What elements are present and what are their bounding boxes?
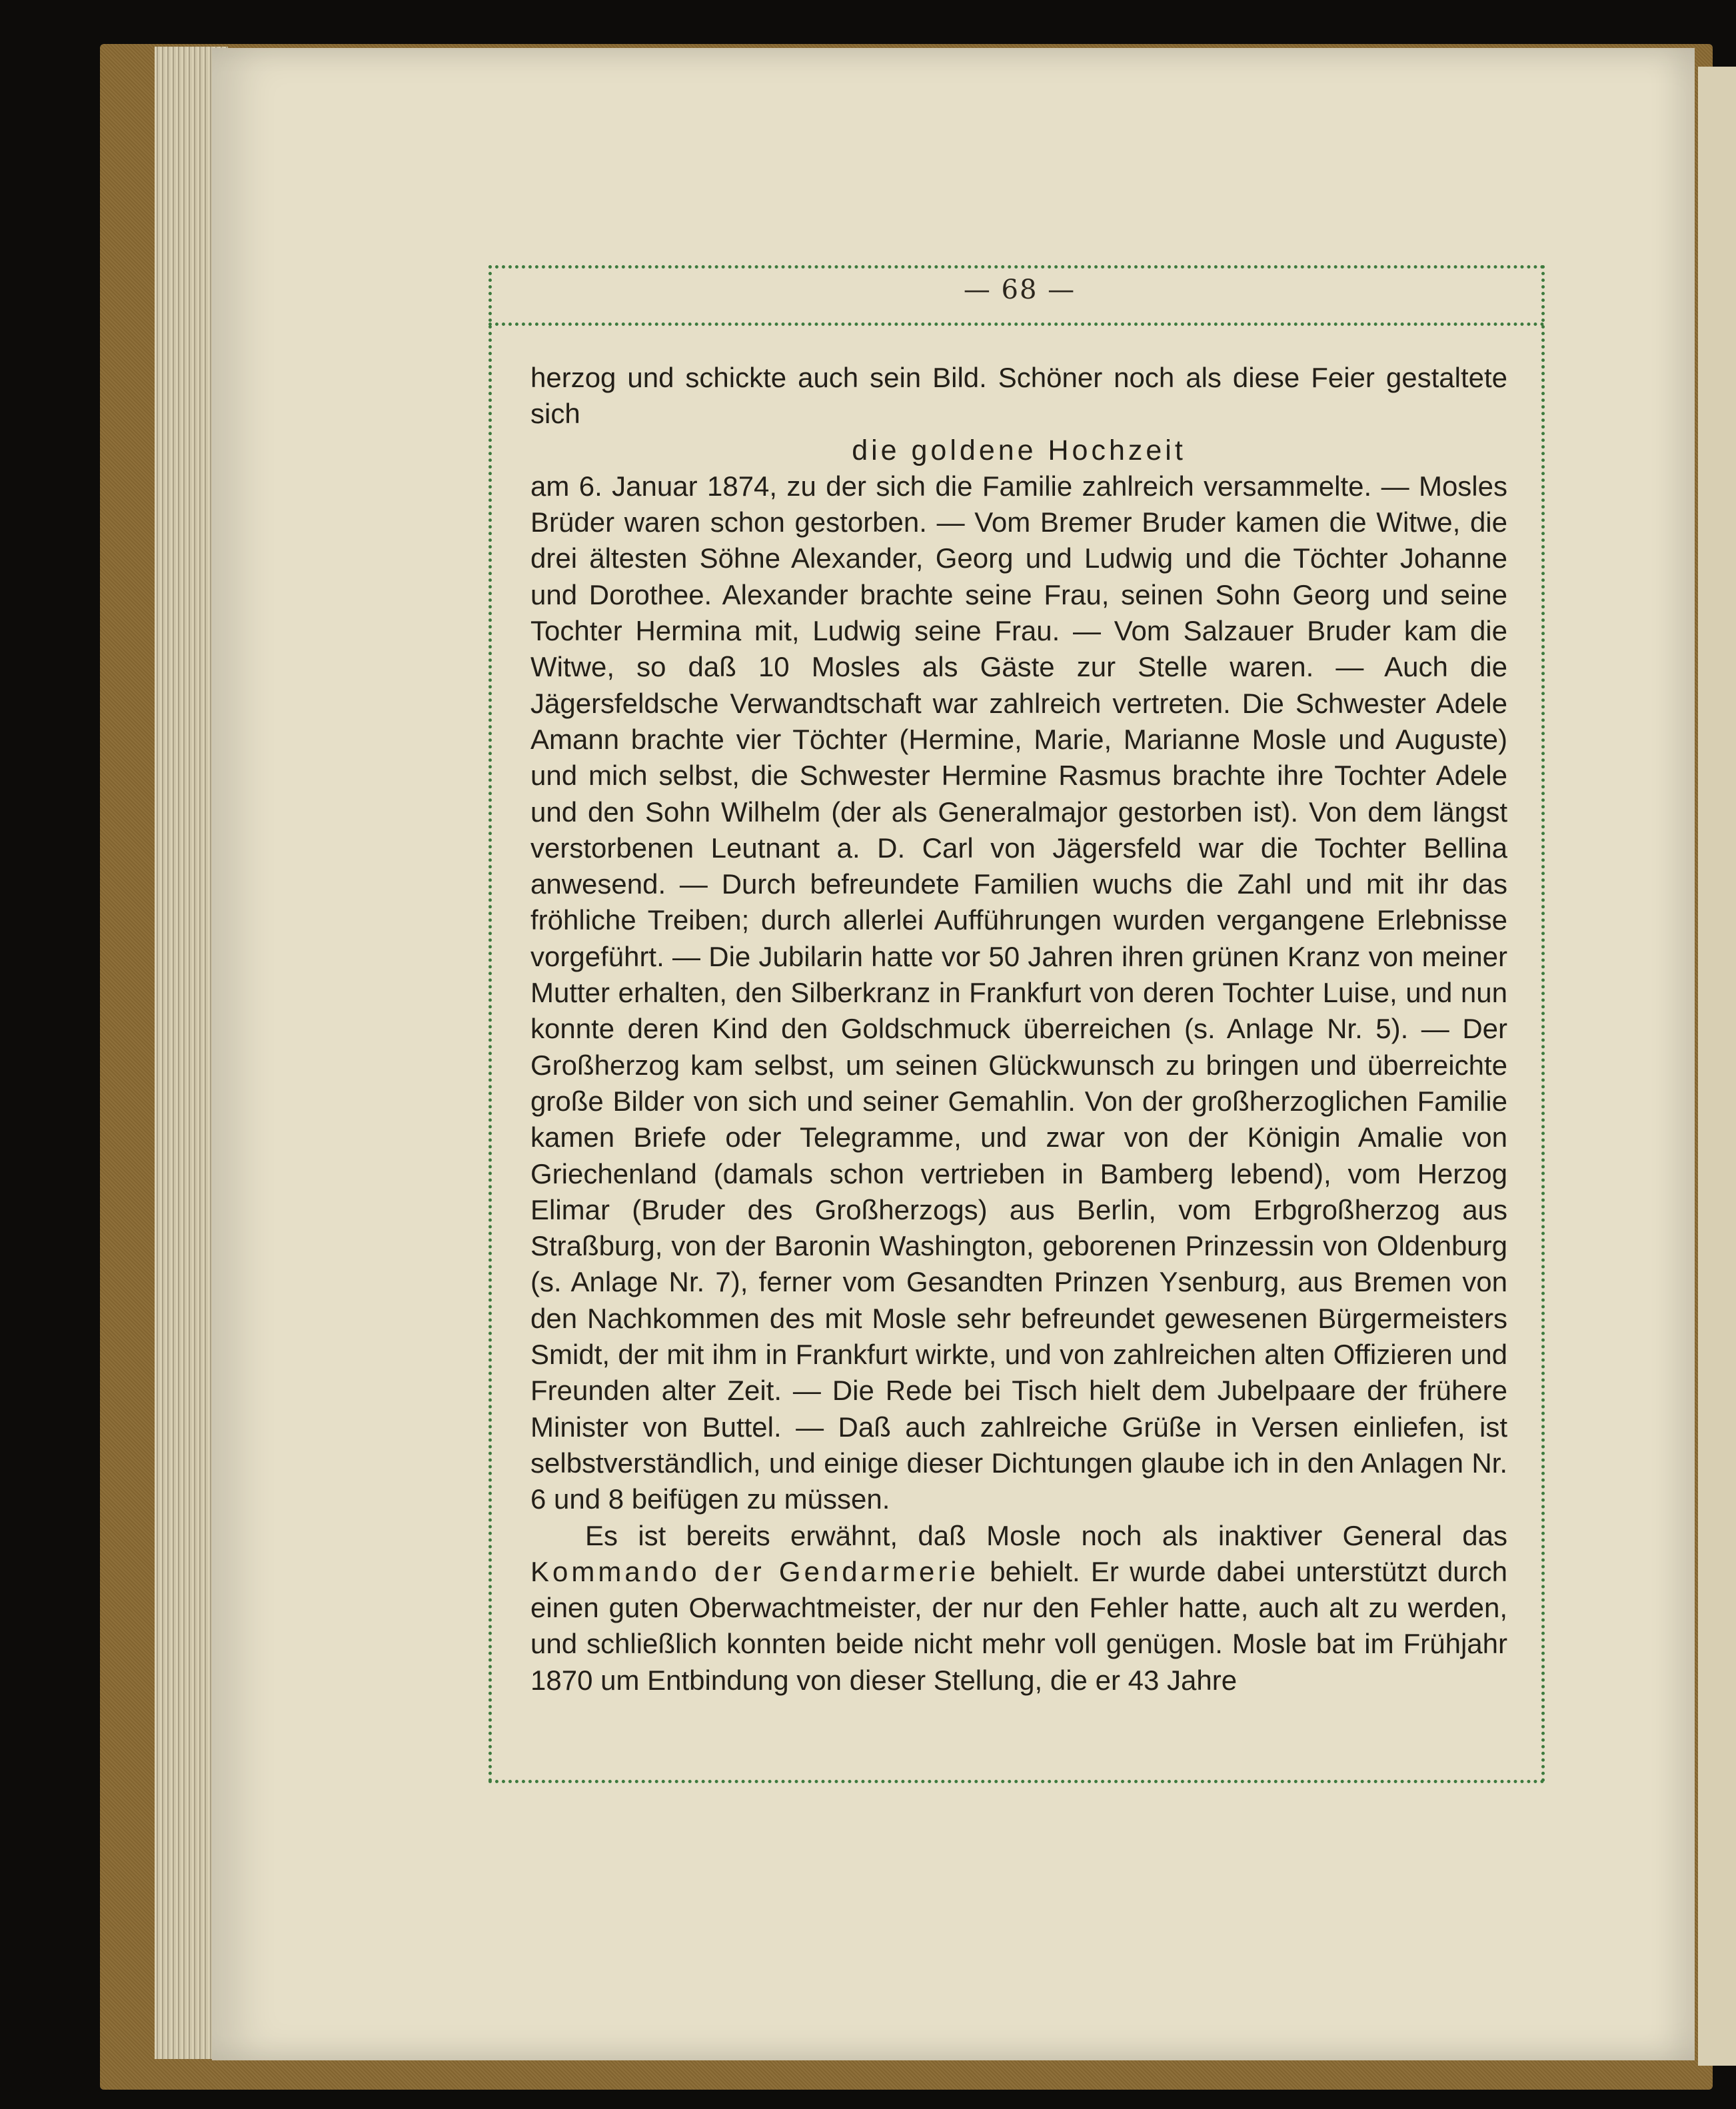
body-text bbox=[530, 360, 1507, 1699]
paragraph: am 6. Januar 1874, zu der sich die Familie zahlreich versammelte. — Mosles Brüder waren schon gestorben. — Vom Bremer Bruder kamen die Witwe, die drei ältesten Söhne Alexander, Georg und Ludwig und die Töchter Johanne und Dorothee. Alexander brachte seine Frau, seinen Sohn Georg und seine Tochter Hermina mit, Ludwig seine Frau. — Vom Salzauer Bruder kam die Witwe, so daß 10 Mosles als Gäste zur Stelle waren. — Auch die Jägersfeldsche Verwandtschaft war zahlreich vertreten. Die Schwester Adele Amann brachte vier Töchter (Hermine, Marie, Marianne Mosle und Auguste) und mich selbst, die Schwester Hermine Rasmus brachte ihre Tochter Adele und den Sohn Wilhelm (der als Generalmajor gestorben ist). Von dem längst verstorbenen Leutnant a. D. Carl von Jägersfeld war die Tochter Bellina anwesend. — Durch befreundete Familien wuchs die Zahl und mit ihr das fröhliche Treiben; durch allerlei Aufführungen wurden vergangene Erlebnisse vorgeführt. — Die Jubilarin hatte vor 50 Jahren ihren grünen Kranz von meiner Mutter erhalten, den Silberkranz in Frankfurt von deren Tochter Luise, und nun konnte deren Kind den Goldschmuck überreichen (s. Anlage Nr. 5). — Der Großherzog kam selbst, um seinen Glückwunsch zu bringen und überreichte große Bilder von sich und seiner Gemahlin. Von der großherzoglichen Familie kamen Briefe oder Telegramme, und zwar von der Königin Amalie von Griechenland (damals schon vertrieben in Bamberg lebend), vom Herzog Elimar (Bruder des Großherzogs) aus Berlin, vom Erbgroßherzog aus Straßburg, von der Baronin Washington, geborenen Prinzessin von Oldenburg (s. Anlage Nr. 7), ferner vom Gesandten Prinzen Ysenburg, aus Bremen von den Nachkommen des mit Mosle sehr befreundet gewesenen Bürgermeisters Smidt, der mit ihm in Frankfurt wirkte, und von zahlreichen alten Offizieren und Freunden alter Zeit. — Die Rede bei Tisch hielt dem Jubelpaare der frühere Minister von Buttel. — Daß auch zahlreiche Grüße in Versen einliefen, ist selbstverständlich, und einige dieser Dichtungen glaube ich in den Anlagen Nr. 6 und 8 beifügen zu müssen. bbox=[530, 470, 1507, 1515]
section-heading: die goldene Hochzeit bbox=[852, 434, 1186, 466]
header-divider bbox=[488, 323, 1545, 326]
paragraph bbox=[530, 1518, 1507, 1699]
emphasized-phrase: Kommando der Gendarmerie bbox=[530, 1555, 980, 1587]
paragraph: herzog und schickte auch sein Bild. Schöner noch als diese Feier gestaltete sich bbox=[530, 362, 1507, 430]
page-number: — 68 — bbox=[963, 275, 1076, 305]
paragraph-text: behielt. Er wurde dabei unterstützt durch einen guten Oberwachtmeister, der nur den Fehler hatte, auch alt zu werden, und schließlich konnten beide nicht mehr voll genügen. Mosle bat im Frühjahr 1870 um Entbindung von dieser Stellung, die er 43 Jahre bbox=[530, 1555, 1508, 1696]
facing-page-edge bbox=[1698, 67, 1736, 2066]
paragraph-text: Es ist bereits erwähnt, daß Mosle noch als inaktiver General das bbox=[585, 1519, 1507, 1551]
